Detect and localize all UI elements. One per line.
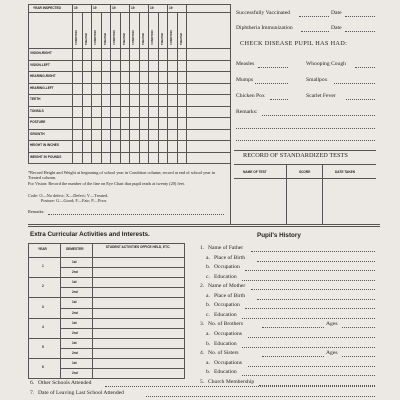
health-row-label: POSTURE — [30, 120, 46, 124]
health-row-label: WEIGHT IN POUNDS — [30, 154, 62, 159]
bottom-item-label: Date of Leaving Last School Attended — [38, 390, 124, 396]
extra-col-year: YEAR — [38, 247, 47, 251]
year-blank: 19 — [93, 6, 97, 10]
extra-title: Extra Curricular Activities and Interests. — [30, 231, 150, 238]
year-blank: 19 — [74, 6, 78, 10]
diphtheria-date-label: Date — [331, 25, 342, 31]
history-item-label: Education — [214, 273, 237, 280]
history-item-label: Education — [214, 369, 237, 376]
year-blank: 19 — [112, 6, 116, 10]
treated-col-header: TREATED — [160, 32, 164, 45]
disease-mumps: Mumps — [236, 77, 254, 83]
condition-col-header: CONDITION — [170, 30, 173, 45]
disease-whooping-cough: Whooping Cough — [306, 61, 346, 67]
history-item-label: Name of Father — [208, 245, 244, 251]
history-item-label: Place of Birth — [214, 292, 246, 299]
history-item-number: c. — [206, 273, 210, 280]
tests-col-date: DATE TAKEN — [335, 170, 356, 174]
vaccinated-date-label: Date — [331, 10, 342, 16]
health-row-label: VISION-RIGHT — [30, 51, 52, 55]
disease-scarlet-fever: Scarlet Fever — [306, 93, 336, 99]
bottom-item-label: Other Schools Attended — [38, 380, 92, 386]
remarks-label: Remarks: — [28, 209, 45, 214]
history-item-number: b. — [206, 302, 211, 309]
history-ages-label: Ages — [326, 321, 338, 328]
disease-remarks-label: Remarks: — [236, 109, 258, 115]
disease-measles: Measles — [236, 61, 255, 67]
history-item-number: 5. — [200, 378, 205, 385]
history-item-number: b. — [206, 369, 211, 376]
extra-year-label: 5 — [42, 344, 44, 349]
code-line-2: Posture: G—Good; F—Fair; P—Poor. — [41, 198, 107, 203]
history-item-label: Education — [214, 340, 237, 347]
disease-smallpox: Smallpox — [306, 77, 328, 83]
year-blank: 19 — [169, 6, 173, 10]
bottom-item-number: 7. — [30, 390, 35, 396]
history-item-number: 2. — [200, 283, 205, 290]
extra-semester-label: 1st — [72, 280, 77, 285]
health-row-label: TONSILS — [30, 108, 44, 113]
bottom-item-number: 6. — [30, 380, 35, 386]
history-ages-label: Ages — [326, 350, 338, 357]
health-row-label: HEARING-RIGHT — [30, 74, 56, 78]
extra-year-label: 2 — [42, 284, 44, 289]
health-row-label: VISION-LEFT — [30, 62, 50, 67]
history-item-number: a. — [206, 359, 210, 366]
extra-semester-label: 1st — [72, 260, 77, 264]
extra-semester-label: 1st — [72, 361, 77, 365]
tests-title: RECORD OF STANDARDIZED TESTS — [243, 152, 348, 159]
condition-col-header: CONDITION — [132, 30, 135, 45]
tests-col-score: SCORE — [299, 170, 311, 174]
history-item-label: Occupation — [214, 264, 240, 271]
extra-semester-label: 2nd — [72, 371, 78, 376]
diphtheria-label: Diphtheria Immunization — [236, 25, 293, 31]
treated-col-header: TREATED — [84, 32, 88, 45]
history-item-number: a. — [206, 292, 210, 299]
history-item-number: 3. — [200, 321, 205, 328]
history-item-label: Place of Birth — [214, 254, 246, 261]
history-title: Pupil's History — [257, 232, 301, 239]
treated-col-header: TREATED — [103, 32, 107, 45]
treated-col-header: TREATED — [122, 32, 126, 45]
history-item-label: Education — [214, 311, 237, 318]
tests-col-name: NAME OF TEST — [243, 170, 267, 174]
extra-semester-label: 1st — [72, 300, 77, 305]
history-item-label: Church Membership — [208, 378, 255, 385]
extra-year-label: 6 — [42, 365, 44, 370]
history-item-number: b. — [206, 340, 211, 347]
history-item-label: Occupation — [214, 302, 240, 309]
treated-col-header: TREATED — [179, 32, 183, 45]
extra-semester-label: 2nd — [72, 330, 78, 335]
history-item-label: Occupations — [214, 330, 242, 337]
disease-title: CHECK DISEASE PUPIL HAS HAD: — [240, 40, 348, 47]
history-item-label: Name of Mother — [208, 283, 246, 290]
year-inspected-label: YEAR INSPECTED — [33, 6, 61, 10]
health-row-label: TEETH — [30, 97, 41, 101]
history-item-number: a. — [206, 254, 210, 261]
history-item-label: No. of Brothers — [208, 321, 243, 328]
extra-semester-label: 2nd — [72, 310, 78, 315]
history-item-label: Occupations — [214, 359, 242, 366]
condition-col-header: CONDITION — [151, 30, 154, 45]
extra-semester-label: 2nd — [72, 350, 78, 355]
extra-semester-label: 1st — [72, 320, 77, 325]
history-item-number: a. — [206, 330, 210, 337]
health-row-label: GROWTH — [30, 131, 45, 136]
condition-col-header: CONDITION — [113, 30, 116, 45]
extra-year-label: 4 — [42, 324, 44, 329]
condition-col-header: CONDITION — [75, 30, 78, 45]
extra-col-activities: STUDENT ACTIVITIES OFFICE HELD, ETC. — [105, 245, 171, 249]
vaccinated-label: Successfully Vaccinated — [236, 10, 291, 16]
history-item-number: 1. — [200, 245, 205, 251]
extra-year-label: 3 — [42, 304, 44, 309]
year-blank: 19 — [131, 6, 135, 10]
extra-year-label: 1 — [42, 264, 44, 269]
history-item-number: b. — [206, 264, 211, 271]
extra-semester-label: 1st — [72, 340, 77, 345]
vision-note: For Vision: Record the number of the line on Eye Chart that pupil reads at twenty (20) feet. — [28, 181, 185, 186]
record-note: *Record Height and Weight at beginning of school year in Condition column; record at end of school year in Treated column. — [28, 170, 215, 180]
extra-col-semester: SEMESTER — [66, 247, 84, 251]
extra-semester-label: 2nd — [72, 290, 78, 295]
history-item-number: 4. — [200, 350, 205, 357]
history-item-number: c. — [206, 311, 210, 318]
history-item-label: No. of Sisters — [208, 350, 239, 357]
treated-col-header: TREATED — [141, 32, 145, 45]
code-line-1: Code: O—No defect; X—Defect; V—Treated. — [28, 193, 109, 198]
extra-semester-label: 2nd — [72, 270, 78, 275]
health-row-label: HEARING-LEFT — [30, 85, 54, 90]
year-blank: 19 — [150, 6, 154, 10]
health-row-label: HEIGHT IN INCHES — [30, 143, 60, 147]
condition-col-header: CONDITION — [94, 30, 97, 45]
disease-chicken-pox: Chicken Pox — [236, 93, 265, 99]
